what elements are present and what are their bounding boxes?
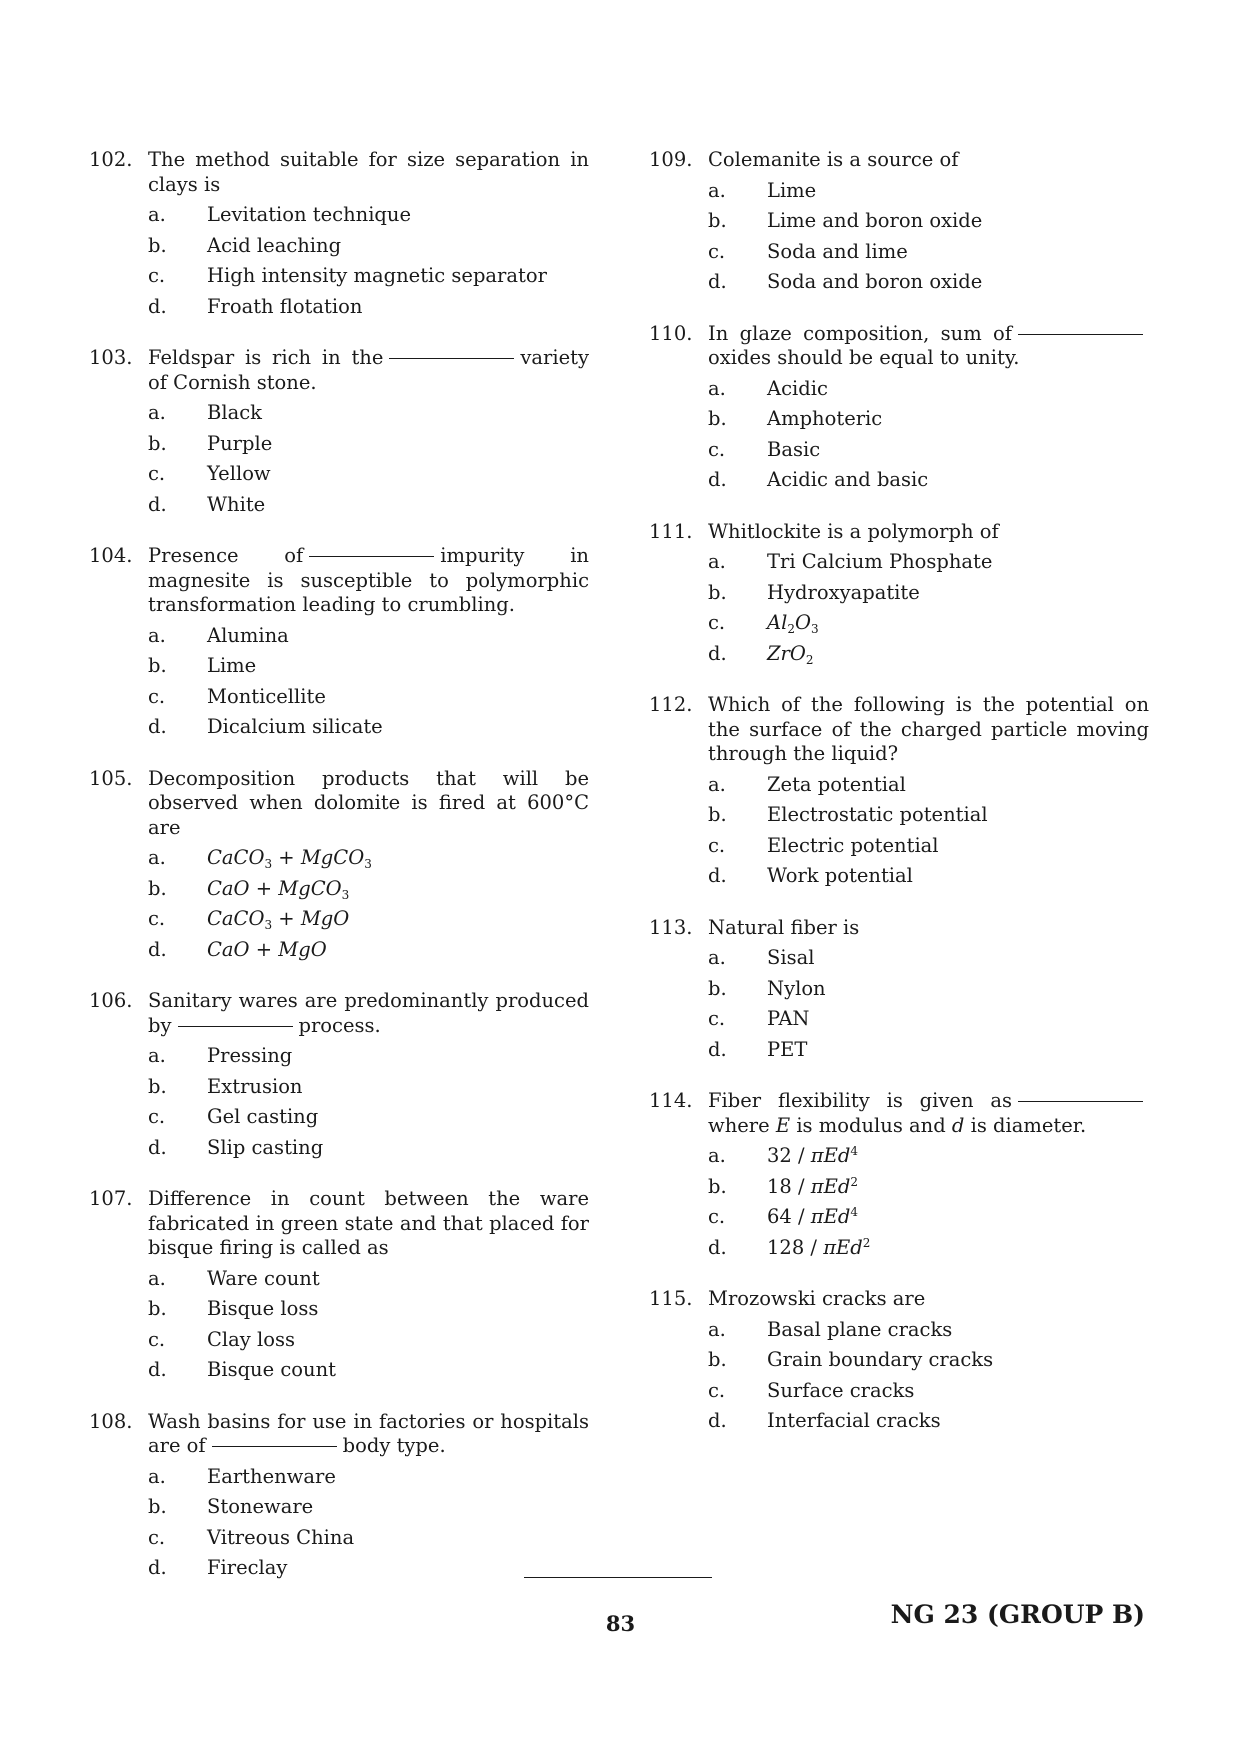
option-d: d. Dicalcium silicate: [148, 715, 383, 738]
option-a: a. Alumina: [148, 623, 289, 647]
question-104: [89, 544, 589, 746]
options-list: [649, 1318, 1149, 1440]
option-a: a. Sisal: [708, 946, 815, 969]
option-a: a. Black: [148, 401, 262, 424]
formula: CaO + MgCO$_3$: [207, 876, 350, 902]
question-stem: Whitlockite is a polymorph of: [708, 519, 999, 543]
option-c: c. Clay loss: [148, 1327, 295, 1351]
question-number: 105.: [89, 766, 133, 790]
option-a: a. Zeta potential: [708, 772, 906, 796]
question-number: 111.: [649, 519, 693, 543]
question-110: [649, 322, 1149, 499]
question-number: 110.: [649, 321, 693, 345]
option-c: c. Vitreous China: [148, 1525, 355, 1549]
option-d: d. Soda and boron oxide: [708, 270, 983, 293]
options-list: [89, 1044, 589, 1166]
question-number: 108.: [89, 1409, 133, 1433]
formula: 128 / πEd$^2$: [767, 1235, 871, 1259]
options-list: [649, 1144, 1149, 1266]
question-stem: Fiber flexibility is given aswhere E is modulus and d is diameter.: [708, 1089, 1149, 1138]
options-list: [649, 550, 1149, 672]
option-a: a. Acidic: [708, 376, 828, 400]
question-number: 114.: [649, 1089, 693, 1112]
formula: ZrO$_2$: [767, 641, 814, 667]
question-105: [89, 767, 589, 969]
question-stem: Natural fiber is: [708, 915, 860, 939]
option-d: d. Acidic and basic: [708, 468, 929, 491]
option-c: c. Basic: [708, 437, 821, 461]
answer-blank: [178, 1026, 293, 1027]
option-b: b. Acid leaching: [148, 233, 342, 257]
option-b: b. Lime and boron oxide: [708, 209, 983, 232]
left-column: [89, 148, 589, 1587]
page-number: 83: [605, 1611, 636, 1636]
options-list: [649, 377, 1149, 499]
question-114: [649, 1089, 1149, 1266]
question-number: 102.: [89, 148, 133, 171]
answer-blank: [309, 556, 434, 557]
option-b: b. Hydroxyapatite: [708, 580, 920, 604]
option-d: d. 128 / πEd$^2$: [649, 1236, 1149, 1267]
option-c: c. Electric potential: [708, 833, 939, 857]
question-103: [89, 346, 589, 523]
question-number: 109.: [649, 148, 693, 171]
options-list: [89, 846, 589, 968]
question-stem: The method suitable for size separation in clays is: [148, 148, 589, 196]
options-list: [89, 1267, 589, 1389]
question-stem: Wash basins for use in factories or hospitals are of body type.: [148, 1409, 589, 1457]
question-stem: Mrozowski cracks are: [708, 1287, 926, 1310]
option-d: d. PET: [708, 1037, 808, 1061]
option-b: b. Amphoteric: [708, 407, 883, 430]
option-a: a. Lime: [708, 178, 817, 202]
formula: CaCO$_3$ + MgCO$_3$: [207, 846, 372, 871]
question-stem: Sanitary wares are predominantly produced by process.: [148, 989, 589, 1037]
option-c: c. Yellow: [148, 462, 271, 485]
question-115: [649, 1287, 1149, 1440]
question-113: [649, 916, 1149, 1069]
option-b: b. Stoneware: [148, 1495, 314, 1518]
option-b: b. Extrusion: [148, 1074, 303, 1098]
option-c: c. Monticellite: [148, 684, 326, 708]
formula: CaCO$_3$ + MgO: [207, 907, 350, 932]
option-a: a. Tri Calcium Phosphate: [708, 550, 993, 573]
footer-divider: [524, 1577, 712, 1578]
options-list: [89, 1465, 589, 1587]
options-list: [89, 401, 589, 523]
answer-blank: [1018, 1101, 1143, 1102]
question-number: 103.: [89, 346, 133, 369]
option-d: d. Interfacial cracks: [708, 1409, 941, 1432]
paper-code: NG 23 (GROUP B): [890, 1600, 1145, 1629]
question-112: [649, 693, 1149, 895]
option-b: b. Grain boundary cracks: [708, 1348, 994, 1371]
options-list: [649, 773, 1149, 895]
option-d: d. White: [148, 492, 266, 516]
option-d: d. Work potential: [708, 864, 913, 887]
option-d: d. Slip casting: [148, 1135, 324, 1159]
option-d: d. Froath flotation: [148, 294, 363, 318]
option-d: d. CaO + MgO: [89, 938, 589, 969]
option-a: a. Pressing: [148, 1044, 293, 1067]
question-number: 112.: [649, 693, 693, 716]
answer-blank: [212, 1446, 337, 1447]
formula: 32 / πEd$^4$: [767, 1144, 858, 1167]
question-stem: Presence of impurity in magnesite is susceptible to polymorphic transformation leading to crumbling.: [148, 544, 589, 616]
question-number: 106.: [89, 989, 133, 1012]
option-a: a. Levitation technique: [148, 203, 412, 226]
options-list: [649, 179, 1149, 301]
option-a: a. CaCO$_3$ + MgCO$_3$: [89, 846, 589, 877]
right-column: [649, 148, 1149, 1440]
formula: 64 / πEd$^4$: [767, 1205, 858, 1228]
option-c: c. High intensity magnetic separator: [148, 264, 547, 287]
formula: 18 / πEd$^2$: [767, 1174, 858, 1198]
option-d: d. ZrO$_2$: [649, 642, 1149, 673]
question-stem: Difference in count between the ware fabricated in green state and that placed for bisque firing is called as: [148, 1187, 589, 1259]
question-stem: Colemanite is a source of: [708, 148, 959, 171]
question-number: 113.: [649, 915, 693, 939]
question-stem: Feldspar is rich in the variety of Cornish stone.: [148, 346, 589, 394]
question-number: 104.: [89, 544, 133, 567]
option-d: d. Bisque count: [148, 1358, 336, 1381]
options-list: [89, 203, 589, 325]
option-b: b. Electrostatic potential: [708, 803, 988, 826]
question-stem: In glaze composition, sum ofoxides should be equal to unity.: [708, 322, 1149, 371]
option-c: c. $Al_2O_3$: [649, 611, 1149, 642]
option-a: a. Ware count: [148, 1266, 320, 1290]
option-b: b. Bisque loss: [148, 1297, 319, 1320]
question-107: [89, 1187, 589, 1389]
option-b: b. 18 / πEd$^2$: [649, 1175, 1149, 1206]
question-109: [649, 148, 1149, 301]
option-c: c. PAN: [708, 1007, 810, 1030]
options-list: [89, 624, 589, 746]
option-c: c. Surface cracks: [708, 1378, 915, 1402]
question-stem: Which of the following is the potential on the surface of the charged particle moving through the liquid?: [708, 693, 1149, 765]
option-c: c. CaCO$_3$ + MgO: [89, 907, 589, 938]
option-b: b. Nylon: [708, 976, 826, 1000]
option-c: c. 64 / πEd$^4$: [649, 1205, 1149, 1236]
option-b: b. Purple: [148, 431, 273, 455]
option-a: a. 32 / πEd$^4$: [649, 1144, 1149, 1175]
question-106: [89, 989, 589, 1166]
question-111: [649, 520, 1149, 673]
options-list: [649, 946, 1149, 1068]
question-108: [89, 1410, 589, 1587]
question-stem: Decomposition products that will be observed when dolomite is fired at 600°C are: [148, 766, 589, 839]
question-number: 115.: [649, 1287, 693, 1310]
option-b: b. CaO + MgCO$_3$: [89, 877, 589, 908]
option-c: c. Gel casting: [148, 1105, 319, 1128]
question-number: 107.: [89, 1187, 133, 1210]
option-d: d. Fireclay: [148, 1556, 288, 1579]
answer-blank: [389, 358, 514, 359]
answer-blank: [1018, 334, 1143, 335]
formula: $Al_2O_3$: [767, 611, 819, 636]
option-c: c. Soda and lime: [708, 239, 908, 263]
question-102: [89, 148, 589, 325]
option-b: b. Lime: [148, 654, 257, 677]
formula: CaO + MgO: [207, 937, 327, 961]
option-a: a. Basal plane cracks: [708, 1317, 953, 1341]
option-a: a. Earthenware: [148, 1464, 336, 1488]
